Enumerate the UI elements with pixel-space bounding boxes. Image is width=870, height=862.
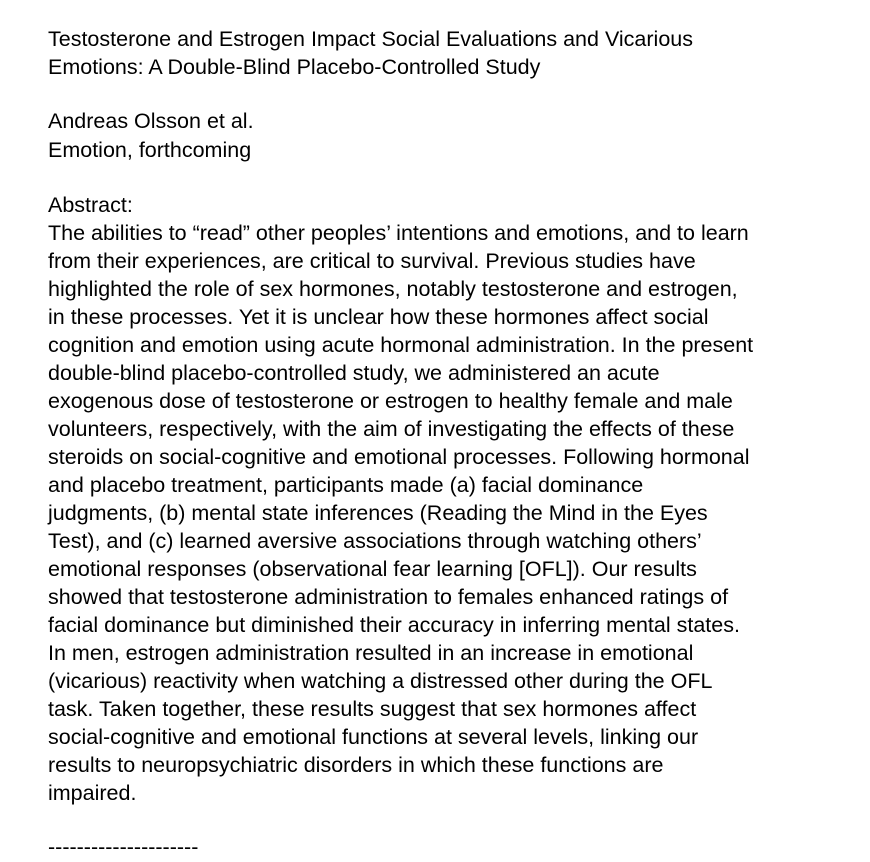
abstract-text — [48, 219, 853, 807]
abstract-line: from their experiences, are critical to survival. Previous studies have — [48, 249, 696, 273]
abstract-line: facial dominance but diminished their accuracy in inferring mental states. — [48, 613, 740, 637]
abstract-line: In men, estrogen administration resulted in an increase in emotional — [48, 641, 694, 665]
abstract-line: (vicarious) reactivity when watching a distressed other during the OFL — [48, 669, 713, 693]
abstract-label: Abstract: — [48, 193, 133, 217]
paper-meta — [48, 107, 853, 165]
abstract-line: task. Taken together, these results suggest that sex hormones affect — [48, 697, 697, 721]
abstract-line: impaired. — [48, 781, 137, 805]
venue: Emotion, forthcoming — [48, 138, 252, 162]
abstract-line: The abilities to “read” other peoples’ intentions and emotions, and to learn — [48, 221, 749, 245]
abstract-line: judgments, (b) mental state inferences (Reading the Mind in the Eyes — [48, 501, 708, 525]
abstract-line: volunteers, respectively, with the aim of investigating the effects of these — [48, 417, 735, 441]
abstract-line: double-blind placebo-controlled study, we administered an acute — [48, 361, 660, 385]
separator-line: --------------------- — [48, 835, 199, 859]
abstract-line: Test), and (c) learned aversive associations through watching others’ — [48, 529, 702, 553]
abstract-line: cognition and emotion using acute hormonal administration. In the present — [48, 333, 754, 357]
abstract-line: emotional responses (observational fear learning [OFL]). Our results — [48, 557, 697, 581]
abstract-line: social-cognitive and emotional functions at several levels, linking our — [48, 725, 699, 749]
title-line: Testosterone and Estrogen Impact Social Evaluations and Vicarious — [48, 27, 693, 51]
abstract-line: exogenous dose of testosterone or estrogen to healthy female and male — [48, 389, 733, 413]
document-body — [48, 25, 853, 861]
abstract — [48, 191, 853, 807]
abstract-line: and placebo treatment, participants made (a) facial dominance — [48, 473, 644, 497]
abstract-line: in these processes. Yet it is unclear how these hormones affect social — [48, 305, 709, 329]
abstract-line: results to neuropsychiatric disorders in which these functions are — [48, 753, 664, 777]
title-line: Emotions: A Double-Blind Placebo-Controlled Study — [48, 55, 541, 79]
paper-title — [48, 25, 853, 81]
abstract-line: steroids on social-cognitive and emotional processes. Following hormonal — [48, 445, 750, 469]
abstract-line: showed that testosterone administration to females enhanced ratings of — [48, 585, 729, 609]
abstract-line: highlighted the role of sex hormones, notably testosterone and estrogen, — [48, 277, 738, 301]
authors: Andreas Olsson et al. — [48, 109, 254, 133]
